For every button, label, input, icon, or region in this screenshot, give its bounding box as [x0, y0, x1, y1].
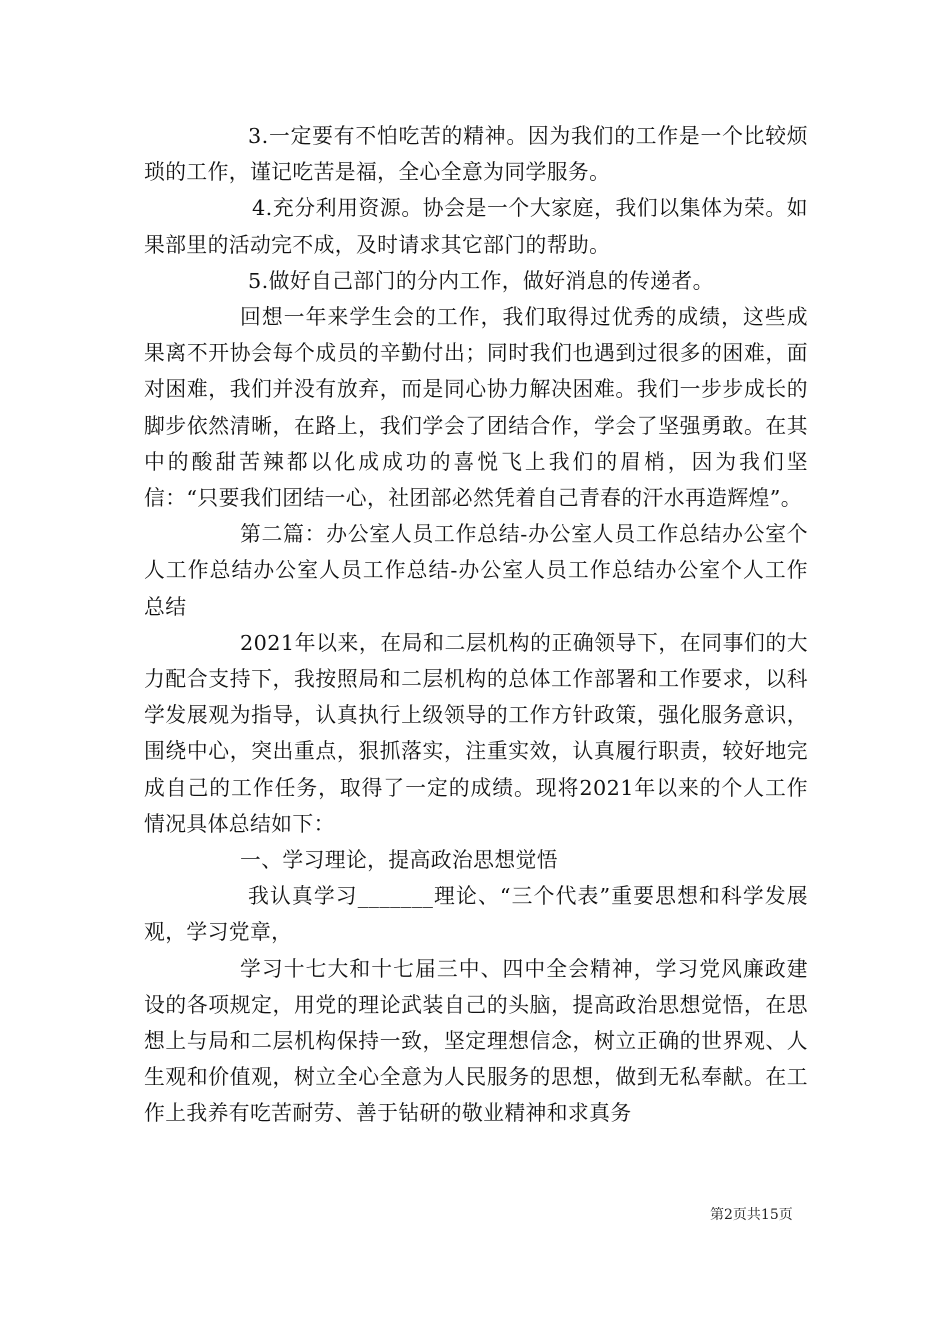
document-body [144, 118, 808, 1132]
paragraph-introduction: 2021年以来，在局和二层机构的正确领导下，在同事们的大力配合支持下，我按照局和二层机构的总体工作部署和工作要求，以科学发展观为指导，认真执行上级领导的工作方针政策，强化服务意识，围绕中心，突出重点，狠抓落实，注重实效，认真履行职责，较好地完成自己的工作任务，取得了一定的成绩。现将2021年以来的个人工作情况具体总结如下： [144, 630, 808, 836]
paragraph-point-3: 3.一定要有不怕吃苦的精神。因为我们的工作是一个比较烦琐的工作，谨记吃苦是福，全心全意为同学服务。 [144, 124, 808, 185]
paragraph-point-4: 4.充分利用资源。协会是一个大家庭，我们以集体为荣。如果部里的活动完不成，及时请求其它部门的帮助。 [144, 196, 808, 257]
page-number-footer: 第2页共15页 [710, 1207, 793, 1223]
subheading-study-theory: 一、学习理论，提高政治思想觉悟 [240, 848, 558, 873]
paragraph-study-continued: 学习十七大和十七届三中、四中全会精神，学习党风廉政建设的各项规定，用党的理论武装自己的头脑，提高政治思想觉悟，在思想上与局和二层机构保持一致，坚定理想信念，树立正确的世界观、人生观和价值观，树立全心全意为人民服务的思想，做到无私奉献。在工作上我养有吃苦耐劳、善于钻研的敬业精神和求真务 [144, 956, 808, 1126]
paragraph-point-5: 5.做好自己部门的分内工作，做好消息的传递者。 [248, 268, 714, 293]
section-heading-part-two: 第二篇：办公室人员工作总结-办公室人员工作总结办公室个人工作总结办公室人员工作总结-办公室人员工作总结办公室个人工作总结 [144, 522, 808, 619]
paragraph-study-start: 我认真学习_______理论、“三个代表”重要思想和科学发展观，学习党章， [144, 884, 808, 945]
paragraph-reflection: 回想一年来学生会的工作，我们取得过优秀的成绩，这些成果离不开协会每个成员的辛勤付出；同时我们也遇到过很多的困难，面对困难，我们并没有放弃，而是同心协力解决困难。我们一步步成长的脚步依然清晰，在路上，我们学会了团结合作，学会了坚强勇敢。在其中的酸甜苦辣都以化成成功的喜悦飞上我们的眉梢，因为我们坚信：“只要我们团结一心，社团部必然凭着自己青春的汗水再造辉煌”。 [144, 305, 808, 511]
